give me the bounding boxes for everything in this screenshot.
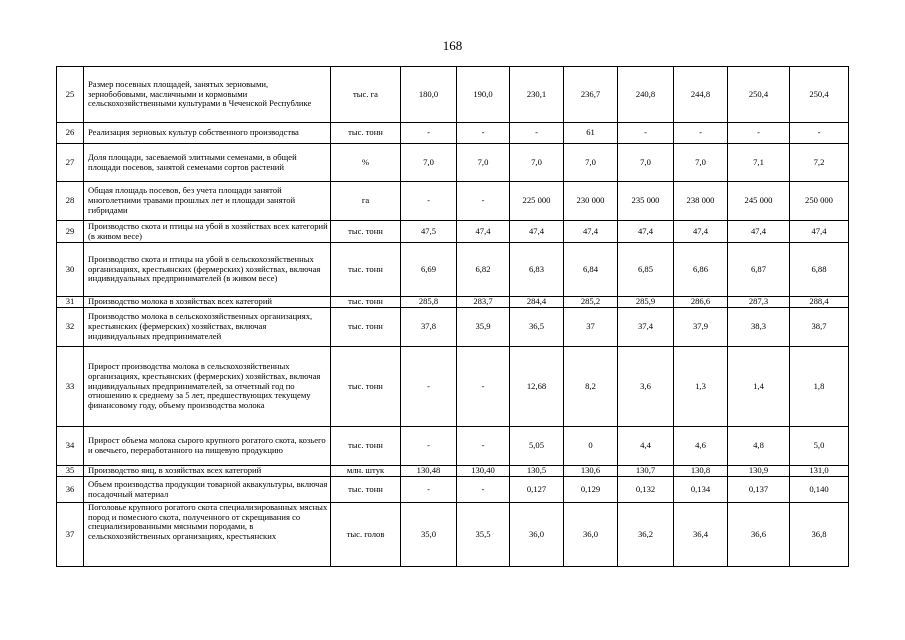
indicator-name-cell: Размер посевных площадей, занятых зерновыми, зернобобовыми, масличными и кормовыми сельскохозяйственными культурами в Чеченской Республике [84,67,331,123]
value-cell: 35,9 [457,308,510,347]
unit-cell: тыс. тонн [331,123,401,144]
value-cell: 37 [564,308,618,347]
value-cell: 37,8 [401,308,457,347]
value-cell: 0,134 [674,477,728,503]
indicator-name-cell: Реализация зерновых культур собственного производства [84,123,331,144]
value-cell: 7,2 [790,144,849,182]
indicators-table [56,66,849,567]
value-cell: - [510,123,564,144]
value-cell: 0,129 [564,477,618,503]
value-cell: 250,4 [728,67,790,123]
value-cell: 285,9 [618,297,674,308]
value-cell: 130,48 [401,466,457,477]
table-row [57,123,849,144]
value-cell: 285,8 [401,297,457,308]
value-cell: 5,05 [510,427,564,466]
value-cell: 283,7 [457,297,510,308]
value-cell: 7,0 [457,144,510,182]
row-number-cell: 25 [57,67,84,123]
indicator-name-cell: Производство молока в хозяйствах всех категорий [84,297,331,308]
value-cell: 4,6 [674,427,728,466]
row-number-cell: 33 [57,347,84,427]
value-cell: 7,0 [510,144,564,182]
indicator-name-cell: Объем производства продукции товарной аквакультуры, включая посадочный материал [84,477,331,503]
value-cell: 1,8 [790,347,849,427]
value-cell: 0,132 [618,477,674,503]
indicator-name-text: Поголовье крупного рогатого скота специализированных мясных пород и помесного скота, полученного от скрещивания со специализированными мясными породами, в сельскохозяйственных организациях, крестьянских [88,503,328,542]
value-cell: 47,4 [510,221,564,243]
indicator-name-cell: Прирост объема молока сырого крупного рогатого скота, козьего и овечьего, переработанного на пищевую продукцию [84,427,331,466]
value-cell: 0 [564,427,618,466]
unit-cell: % [331,144,401,182]
value-cell: 130,9 [728,466,790,477]
value-cell: 61 [564,123,618,144]
value-cell: 3,6 [618,347,674,427]
unit-cell: тыс. тонн [331,427,401,466]
value-cell: 47,5 [401,221,457,243]
value-cell: - [728,123,790,144]
value-cell: 225 000 [510,182,564,221]
value-cell: 0,127 [510,477,564,503]
value-cell: 244,8 [674,67,728,123]
table-row [57,182,849,221]
value-cell: 8,2 [564,347,618,427]
value-cell: - [401,477,457,503]
value-cell: 12,68 [510,347,564,427]
table-row [57,503,849,567]
value-cell: 6,87 [728,243,790,297]
indicator-name-cell: Производство скота и птицы на убой в хозяйствах всех категорий (в живом весе) [84,221,331,243]
value-cell: 47,4 [728,221,790,243]
table-row [57,427,849,466]
value-cell: 130,5 [510,466,564,477]
table-row [57,243,849,297]
unit-cell: тыс. тонн [331,297,401,308]
value-cell: - [457,477,510,503]
value-cell: 47,4 [618,221,674,243]
value-cell: - [457,427,510,466]
value-cell: 230,1 [510,67,564,123]
table-row [57,477,849,503]
value-cell: 5,0 [790,427,849,466]
value-cell: 7,0 [401,144,457,182]
value-cell: 284,4 [510,297,564,308]
unit-cell: тыс. га [331,67,401,123]
row-number-cell: 27 [57,144,84,182]
table-row [57,347,849,427]
value-cell: 7,0 [564,144,618,182]
row-number-cell: 32 [57,308,84,347]
unit-cell: га [331,182,401,221]
value-cell: - [674,123,728,144]
value-cell: 6,86 [674,243,728,297]
unit-cell: тыс. тонн [331,243,401,297]
unit-cell: тыс. тонн [331,477,401,503]
value-cell: - [457,347,510,427]
table-row [57,308,849,347]
unit-cell: тыс. голов [331,503,401,567]
value-cell: - [457,123,510,144]
value-cell: 130,6 [564,466,618,477]
value-cell: 235 000 [618,182,674,221]
value-cell: 130,7 [618,466,674,477]
row-number-cell: 29 [57,221,84,243]
indicator-name-cell: Общая площадь посевов, без учета площади занятой многолетними травами прошлых лет и площади занятой гибридами [84,182,331,221]
value-cell: 36,6 [728,503,790,567]
value-cell: 0,140 [790,477,849,503]
value-cell: - [401,347,457,427]
value-cell: 180,0 [401,67,457,123]
value-cell: 37,4 [618,308,674,347]
table-row [57,67,849,123]
row-number-cell: 35 [57,466,84,477]
value-cell: 0,137 [728,477,790,503]
value-cell: 230 000 [564,182,618,221]
value-cell: 285,2 [564,297,618,308]
unit-cell: тыс. тонн [331,347,401,427]
indicator-name-cell: Производство молока в сельскохозяйственных организациях, крестьянских (фермерских) хозяйствах, включая индивидуальных предпринимателей [84,308,331,347]
value-cell: 36,8 [790,503,849,567]
indicator-name-cell [84,503,331,567]
value-cell: 240,8 [618,67,674,123]
value-cell: - [790,123,849,144]
value-cell: 7,1 [728,144,790,182]
value-cell: - [401,427,457,466]
value-cell: 6,85 [618,243,674,297]
value-cell: 6,83 [510,243,564,297]
value-cell: 236,7 [564,67,618,123]
row-number-cell: 34 [57,427,84,466]
value-cell: 4,4 [618,427,674,466]
value-cell: 36,0 [510,503,564,567]
table-row [57,221,849,243]
value-cell: 190,0 [457,67,510,123]
value-cell: 1,3 [674,347,728,427]
value-cell: 131,0 [790,466,849,477]
value-cell: - [457,182,510,221]
value-cell: - [618,123,674,144]
value-cell: 1,4 [728,347,790,427]
page-number: 168 [442,38,463,53]
value-cell: 47,4 [790,221,849,243]
value-cell: 38,7 [790,308,849,347]
indicator-name-cell: Доля площади, засеваемой элитными семенами, в общей площади посевов, занятой семенами сортов растений [84,144,331,182]
value-cell: 130,8 [674,466,728,477]
value-cell: 7,0 [618,144,674,182]
value-cell: 287,3 [728,297,790,308]
unit-cell: тыс. тонн [331,221,401,243]
row-number-cell: 26 [57,123,84,144]
value-cell: 6,82 [457,243,510,297]
value-cell: 35,5 [457,503,510,567]
unit-cell: млн. штук [331,466,401,477]
table-row [57,466,849,477]
value-cell: 36,4 [674,503,728,567]
value-cell: 36,2 [618,503,674,567]
indicator-name-cell: Производство яиц, в хозяйствах всех категорий [84,466,331,477]
value-cell: 6,84 [564,243,618,297]
value-cell: 47,4 [457,221,510,243]
value-cell: 38,3 [728,308,790,347]
row-number-cell: 30 [57,243,84,297]
value-cell: 238 000 [674,182,728,221]
value-cell: - [401,182,457,221]
value-cell: 47,4 [564,221,618,243]
value-cell: 6,69 [401,243,457,297]
value-cell: 130,40 [457,466,510,477]
value-cell: - [401,123,457,144]
value-cell: 35,0 [401,503,457,567]
value-cell: 7,0 [674,144,728,182]
row-number-cell: 36 [57,477,84,503]
table-row [57,144,849,182]
value-cell: 47,4 [674,221,728,243]
value-cell: 250 000 [790,182,849,221]
indicator-name-cell: Прирост производства молока в сельскохозяйственных организациях, крестьянских (фермерских) хозяйствах, включая индивидуальных предпринимателей, за отчетный год по отношению к среднему за 5 лет, предшествующих текущему финансовому году, объему производства молока [84,347,331,427]
value-cell: 250,4 [790,67,849,123]
table-row [57,297,849,308]
value-cell: 37,9 [674,308,728,347]
value-cell: 4,8 [728,427,790,466]
row-number-cell: 28 [57,182,84,221]
row-number-cell: 37 [57,503,84,567]
value-cell: 6,88 [790,243,849,297]
value-cell: 286,6 [674,297,728,308]
row-number-cell: 31 [57,297,84,308]
indicator-name-cell: Производство скота и птицы на убой в сельскохозяйственных организациях, крестьянских (фермерских) хозяйствах, включая индивидуальных предпринимателей (в живом весе) [84,243,331,297]
value-cell: 36,5 [510,308,564,347]
value-cell: 36,0 [564,503,618,567]
value-cell: 245 000 [728,182,790,221]
unit-cell: тыс. тонн [331,308,401,347]
value-cell: 288,4 [790,297,849,308]
